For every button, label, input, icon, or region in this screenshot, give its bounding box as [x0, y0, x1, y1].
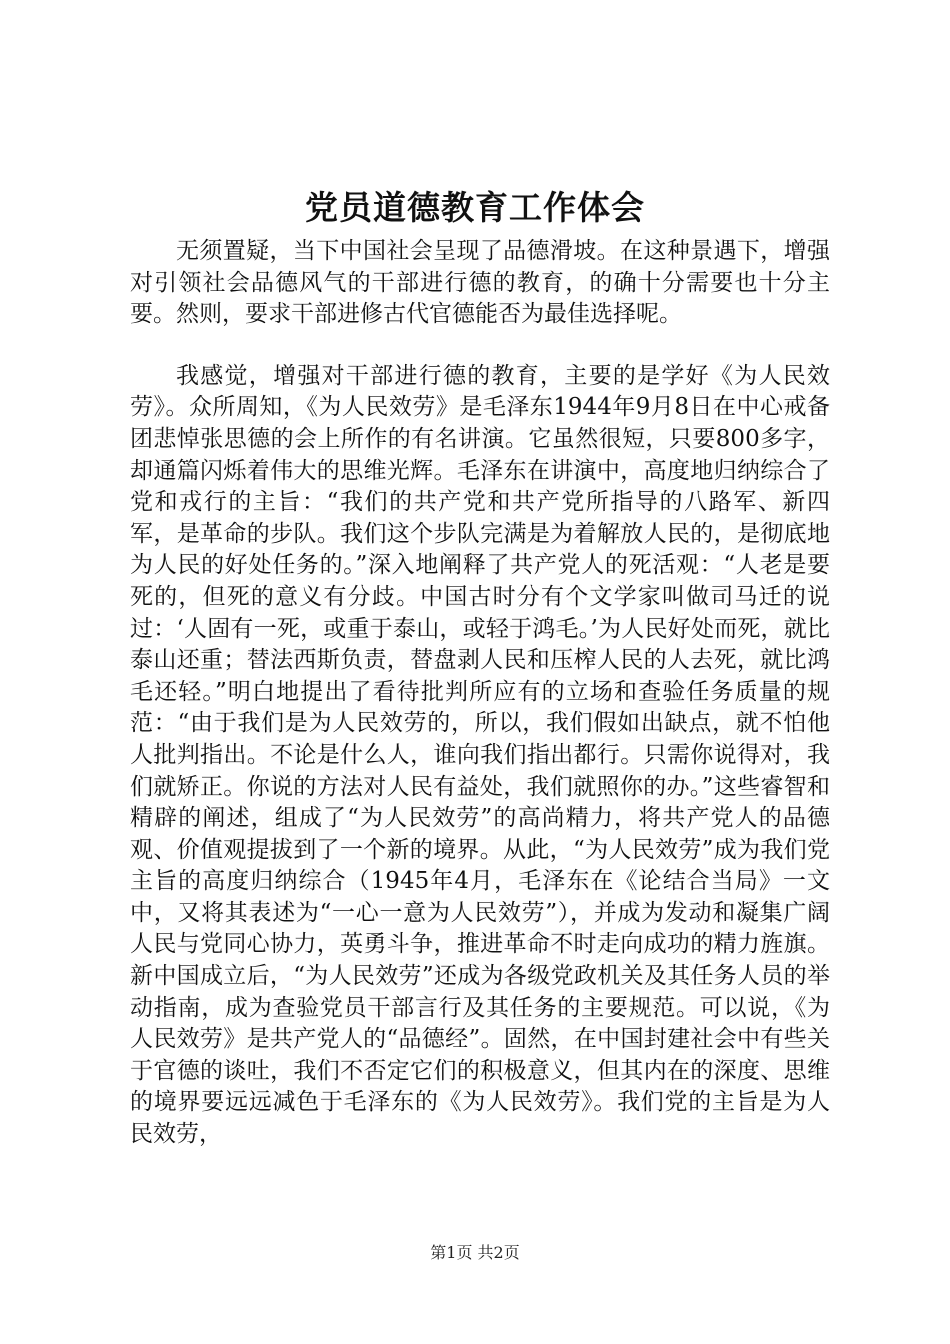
paragraph-intro: 无须置疑，当下中国社会呈现了品德滑坡。在这种景遇下，增强对引领社会品德风气的干部进行德的教育，的确十分需要也十分主要。然则，要求干部进修古代官德能否为最佳选择呢。 — [130, 238, 830, 328]
document-title: 党员道德教育工作体会 — [305, 188, 645, 227]
page-footer: 第1页 共2页 — [430, 1243, 520, 1262]
paragraph-main: 我感觉，增强对干部进行德的教育，主要的是学好《为人民效劳》。众所周知，《为人民效劳》是毛泽东1944年9月8日在中心戒备团悲悼张思德的会上所作的有名讲演。它虽然很短，只要800多字，却通篇闪烁着伟大的思维光辉。毛泽东在讲演中，高度地归纳综合了党和戎行的主旨：“我们的共产党和共产党所指导的八路军、新四军，是革命的步队。我们这个步队完满是为着解放人民的，是彻底地为人民的好处任务的。”深入地阐释了共产党人的死活观：“人老是要死的，但死的意义有分歧。中国古时分有个文学家叫做司马迁的说过：‘人固有一死，或重于泰山，或轻于鸿毛。’为人民好处而死，就比泰山还重；替法西斯负责，替盘剥人民和压榨人民的人去死，就比鸿毛还轻。”明白地提出了看待批判所应有的立场和查验任务质量的规范：“由于我们是为人民效劳的，所以，我们假如出缺点，就不怕他人批判指出。不论是什么人，谁向我们指出都行。只需你说得对，我们就矫正。你说的方法对人民有益处，我们就照你的办。”这些睿智和精辟的阐述，组成了“为人民效劳”的高尚精力，将共产党人的品德观、价值观提拔到了一个新的境界。从此，“为人民效劳”成为我们党主旨的高度归纳综合（1945年4月，毛泽东在《论结合当局》一文中，又将其表述为“一心一意为人民效劳”），并成为发动和凝集广阔人民与党同心协力，英勇斗争，推进革命不时走向成功的精力旌旗。新中国成立后，“为人民效劳”还成为各级党政机关及其任务人员的举动指南，成为查验党员干部言行及其任务的主要规范。可以说，《为人民效劳》是共产党人的“品德经”。固然，在中国封建社会中有些关于官德的谈吐，我们不否定它们的积极意义，但其内在的深度、思维的境界要远远减色于毛泽东的《为人民效劳》。我们党的主旨是为人民效劳， — [130, 362, 830, 1148]
document-body — [130, 236, 830, 1151]
